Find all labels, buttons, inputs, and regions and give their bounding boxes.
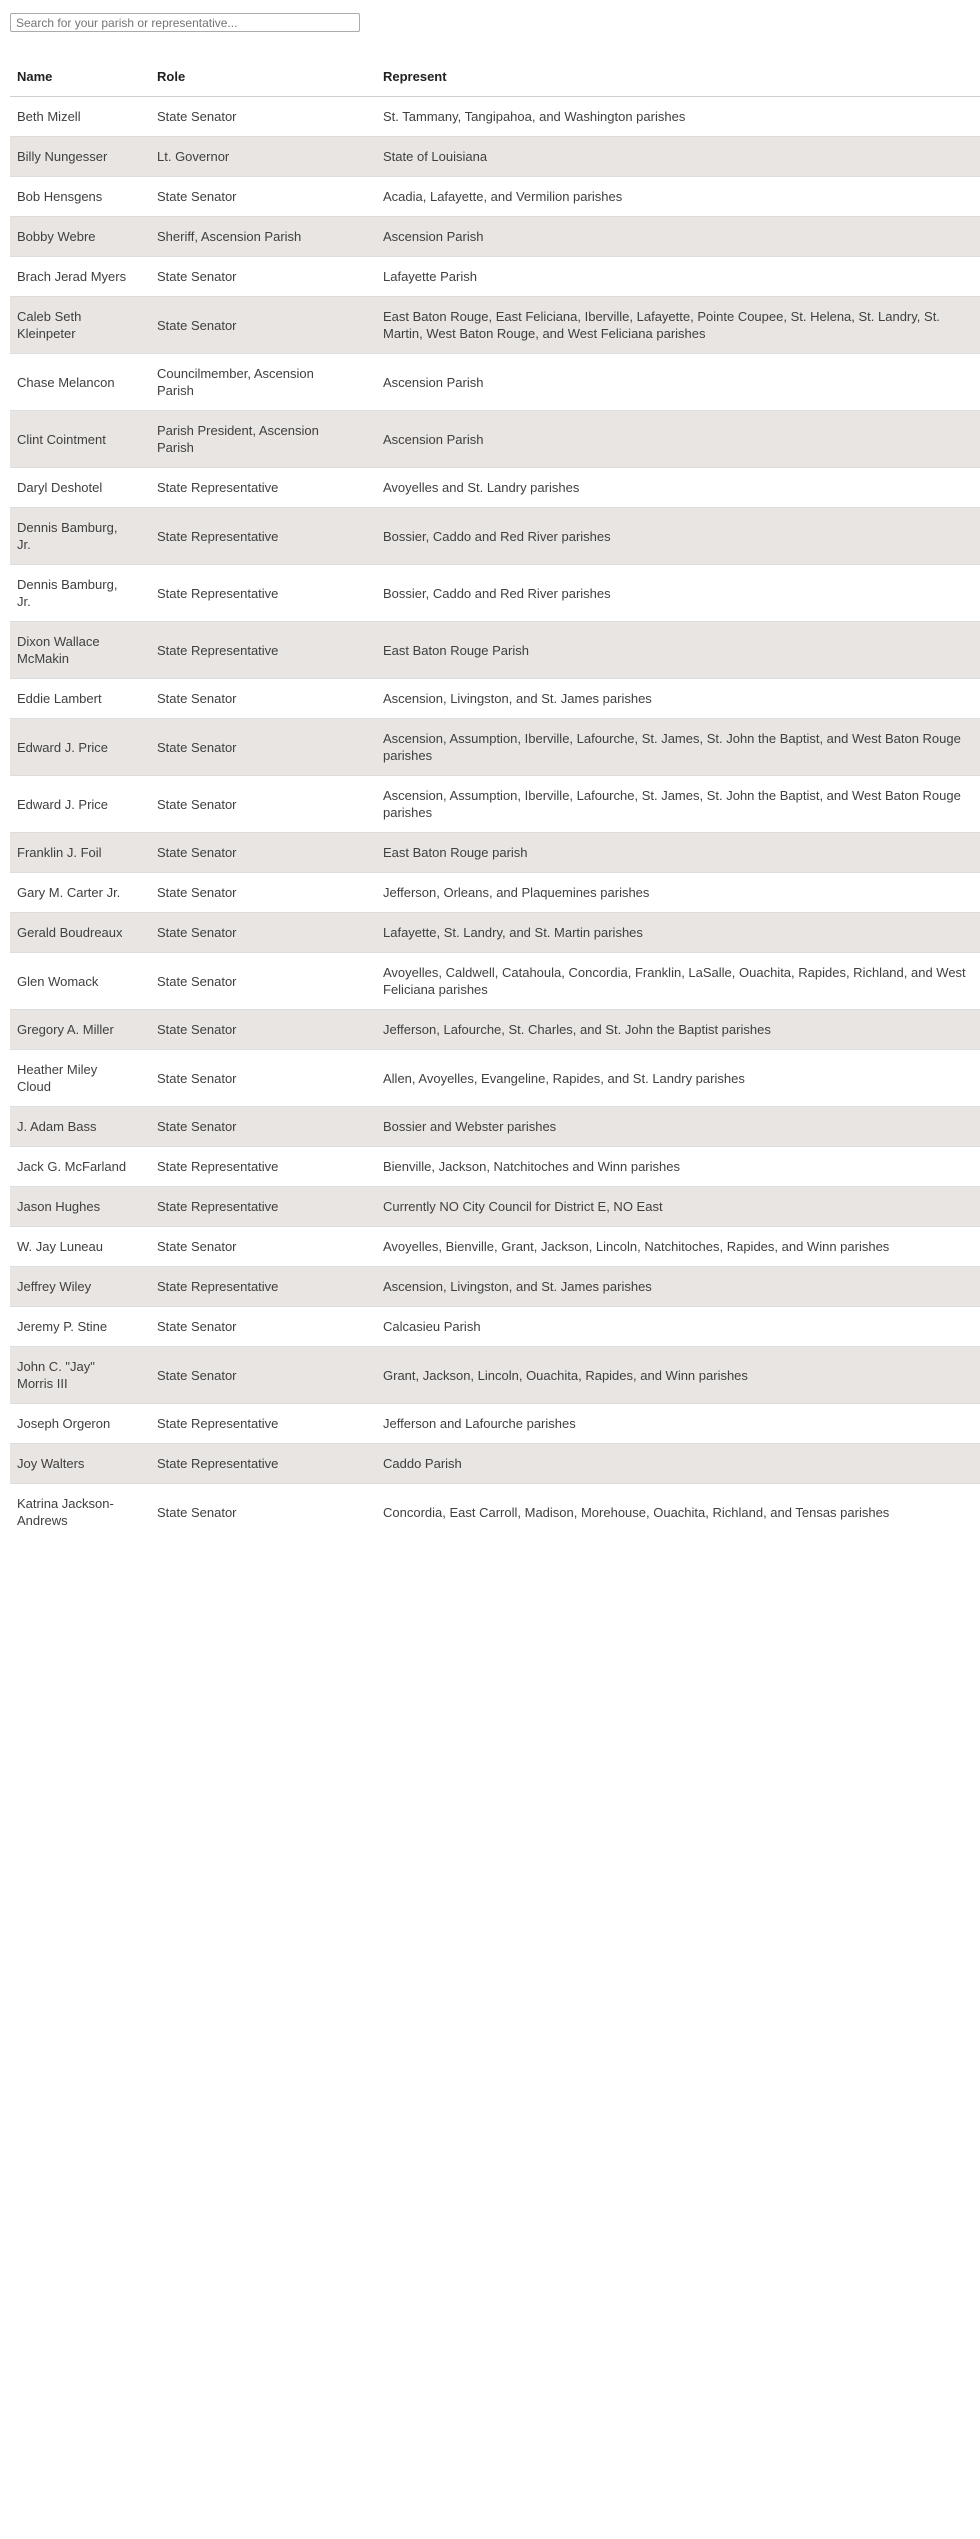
cell-name: Caleb Seth Kleinpeter [17,309,82,341]
cell-role: State Senator [157,885,237,900]
cell-role: State Senator [157,1070,237,1086]
cell-name: Edward J. Price [17,739,109,755]
cell-represent: Bossier, Caddo and Red River parishes [383,528,611,544]
table-row [10,622,980,679]
cell-name: Heather Miley Cloud [17,1062,98,1094]
search-input[interactable] [10,13,360,32]
cell-role: State Senator [157,739,237,755]
cell-name: Beth Mizell [17,109,81,124]
cell-name: Edward J. Price [17,796,109,812]
cell-name: Brach Jerad Myers [17,269,127,284]
cell-name: Gerald Boudreaux [17,925,123,940]
table-row [10,508,980,565]
cell-represent: Caddo Parish [383,1456,462,1471]
table-row [10,177,980,217]
table-row [10,719,980,776]
cell-role: Sheriff, Ascension Parish [157,229,302,244]
table-row [10,1010,980,1050]
cell-name: Glen Womack [17,973,99,989]
cell-represent: Avoyelles, Bienville, Grant, Jackson, Lincoln, Natchitoches, Rapides, and Winn parishes [383,1239,890,1254]
cell-represent: Allen, Avoyelles, Evangeline, Rapides, and St. Landry parishes [383,1070,745,1086]
cell-role: State Representative [157,1159,279,1174]
cell-name: W. Jay Luneau [17,1239,103,1254]
cell-represent: Ascension Parish [383,374,484,390]
cell-represent: Calcasieu Parish [383,1319,481,1334]
cell-role: State Representative [157,642,279,658]
cell-role: State Representative [157,1199,279,1214]
table-row [10,1347,980,1404]
cell-role: State Senator [157,845,237,860]
cell-represent: Bossier and Webster parishes [383,1119,557,1134]
cell-represent: Grant, Jackson, Lincoln, Ouachita, Rapides, and Winn parishes [383,1367,748,1383]
cell-role: State Senator [157,317,237,333]
cell-name: Dennis Bamburg, Jr. [17,577,118,609]
cell-represent: Ascension Parish [383,229,484,244]
table-row [10,297,980,354]
header-row [10,57,980,97]
table-row [10,1227,980,1267]
cell-represent: Jefferson, Lafourche, St. Charles, and St. John the Baptist parishes [383,1022,771,1037]
cell-name: Bob Hensgens [17,189,103,204]
cell-represent: Jefferson, Orleans, and Plaquemines parishes [383,885,650,900]
cell-name: Eddie Lambert [17,691,102,706]
cell-name: Jack G. McFarland [17,1159,127,1174]
cell-represent: East Baton Rouge Parish [383,642,529,658]
cell-name: Jeremy P. Stine [17,1319,108,1334]
cell-role: State Senator [157,189,237,204]
cell-role: State Representative [157,1416,279,1431]
cell-represent: St. Tammany, Tangipahoa, and Washington parishes [383,109,686,124]
cell-represent: Ascension Parish [383,431,484,447]
cell-represent: Bienville, Jackson, Natchitoches and Winn parishes [383,1159,680,1174]
cell-role: State Senator [157,1504,237,1520]
cell-represent: Lafayette, St. Landry, and St. Martin parishes [383,925,643,940]
table-row [10,97,980,137]
cell-role: State Senator [157,109,237,124]
cell-role: State Senator [157,796,237,812]
cell-name: Katrina Jackson-Andrews [17,1496,114,1528]
cell-role: State Senator [157,1022,237,1037]
table-row [10,1187,980,1227]
table-row [10,1444,980,1484]
cell-name: Gary M. Carter Jr. [17,885,121,900]
table-row [10,217,980,257]
cell-role: State Senator [157,1367,237,1383]
cell-role: State Representative [157,528,279,544]
cell-represent: Avoyelles and St. Landry parishes [383,480,580,495]
cell-represent: Ascension, Assumption, Iberville, Lafourche, St. James, St. John the Baptist, and West Baton Rouge parishes [383,788,961,820]
cell-name: Dennis Bamburg, Jr. [17,520,118,552]
cell-represent: East Baton Rouge parish [383,845,528,860]
table-row [10,411,980,468]
table-row [10,1484,980,1541]
cell-name: Bobby Webre [17,229,96,244]
cell-name: Gregory A. Miller [17,1022,114,1037]
cell-role: State Representative [157,480,279,495]
cell-name: Chase Melancon [17,374,115,390]
representatives-table [10,57,980,1540]
cell-represent: East Baton Rouge, East Feliciana, Iberville, Lafayette, Pointe Coupee, St. Helena, St. Landry, St. Martin, West Baton Rouge, and West Feliciana parishes [383,309,940,341]
table-row [10,679,980,719]
cell-role: Parish President, Ascension Parish [157,423,319,455]
cell-represent: State of Louisiana [383,149,488,164]
table-row [10,1147,980,1187]
column-header-represent: Represent [383,69,447,84]
cell-represent: Ascension, Livingston, and St. James parishes [383,1279,652,1294]
cell-name: Franklin J. Foil [17,845,102,860]
cell-role: State Senator [157,1119,237,1134]
cell-role: State Representative [157,585,279,601]
cell-name: John C. "Jay" Morris III [17,1359,95,1391]
column-header-name: Name [17,69,53,84]
cell-role: State Senator [157,1319,237,1334]
cell-name: Joseph Orgeron [17,1416,111,1431]
cell-name: Joy Walters [17,1456,85,1471]
table-row [10,953,980,1010]
cell-role: State Senator [157,1239,237,1254]
cell-role: State Senator [157,925,237,940]
cell-represent: Jefferson and Lafourche parishes [383,1416,576,1431]
table-row [10,873,980,913]
cell-name: Jeffrey Wiley [17,1279,92,1294]
table-row [10,1267,980,1307]
table-row [10,1307,980,1347]
cell-role: State Representative [157,1279,279,1294]
column-header-role: Role [157,69,186,84]
table-row [10,257,980,297]
cell-represent: Bossier, Caddo and Red River parishes [383,585,611,601]
cell-role: Lt. Governor [157,149,230,164]
cell-role: State Senator [157,269,237,284]
cell-role: State Senator [157,973,237,989]
table-header [10,57,980,97]
table-row [10,833,980,873]
cell-name: J. Adam Bass [17,1119,97,1134]
table-row [10,1050,980,1107]
table-row [10,565,980,622]
cell-role: Councilmember, Ascension Parish [157,366,314,398]
table-row [10,354,980,411]
cell-represent: Acadia, Lafayette, and Vermilion parishes [383,189,623,204]
cell-represent: Ascension, Assumption, Iberville, Lafourche, St. James, St. John the Baptist, and West Baton Rouge parishes [383,731,961,763]
table-row [10,1107,980,1147]
cell-represent: Avoyelles, Caldwell, Catahoula, Concordia, Franklin, LaSalle, Ouachita, Rapides, Richland, and West Feliciana parishes [383,965,966,997]
cell-name: Daryl Deshotel [17,480,103,495]
cell-name: Billy Nungesser [17,149,108,164]
table-row [10,1404,980,1444]
cell-role: State Senator [157,691,237,706]
cell-name: Dixon Wallace McMakin [17,634,100,666]
cell-name: Clint Cointment [17,431,106,447]
table-body [10,97,980,1541]
table-row [10,137,980,177]
cell-represent: Currently NO City Council for District E, NO East [383,1199,663,1214]
table-row [10,468,980,508]
cell-name: Jason Hughes [17,1199,101,1214]
table-row [10,776,980,833]
cell-represent: Lafayette Parish [383,269,477,284]
table-row [10,913,980,953]
cell-represent: Concordia, East Carroll, Madison, Morehouse, Ouachita, Richland, and Tensas parishes [383,1504,890,1520]
cell-represent: Ascension, Livingston, and St. James parishes [383,691,652,706]
cell-role: State Representative [157,1456,279,1471]
